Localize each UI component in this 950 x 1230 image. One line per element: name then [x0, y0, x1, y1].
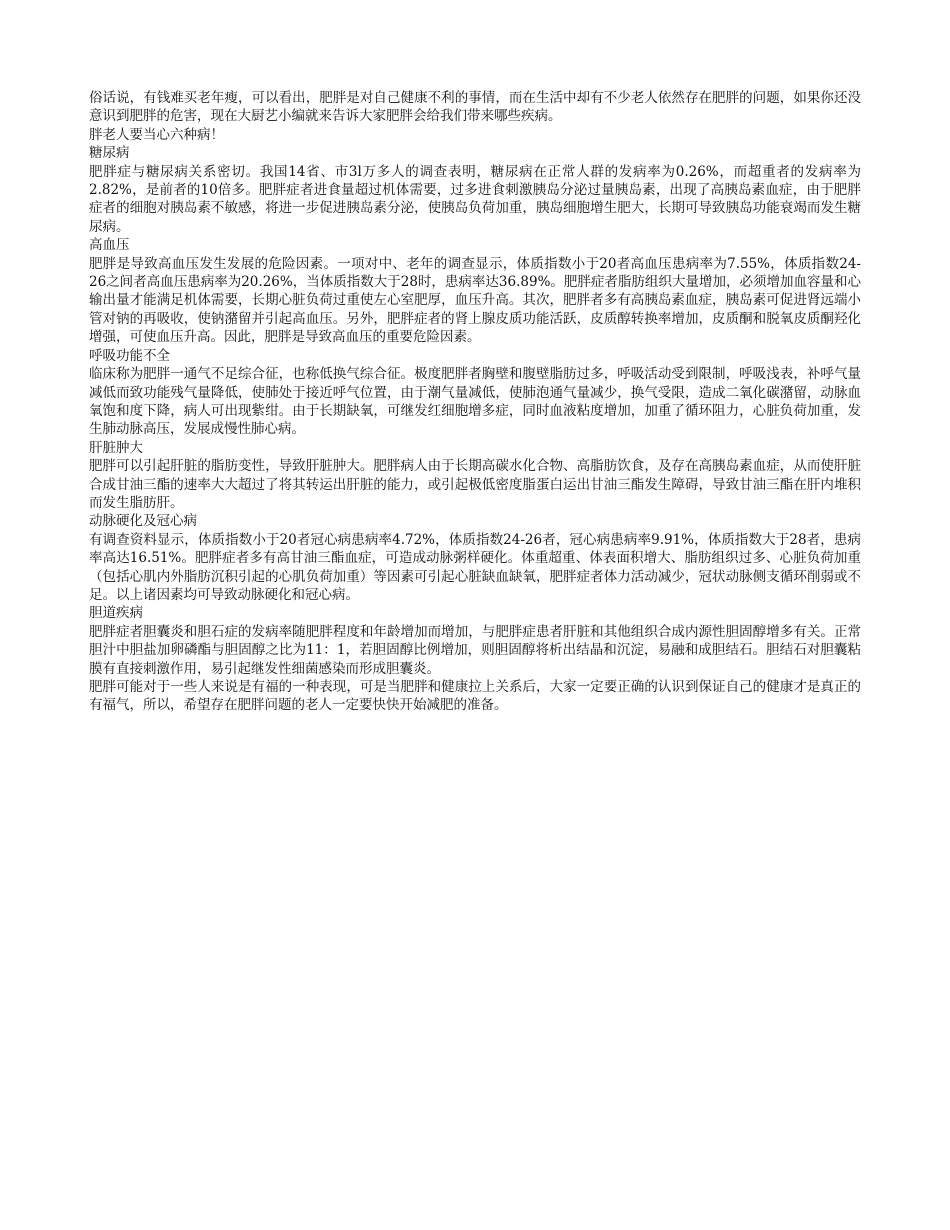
- section-body-respiratory: 临床称为肥胖一通气不足综合征，也称低换气综合征。极度肥胖者胸壁和腹壁脂肪过多，呼吸活动受到限制，呼吸浅表，补呼气量减低而致功能残气量降低，使肺处于接近呼气位置，由于潮气量减低，使肺泡通气量减少，换气受限，造成二氧化碳潴留，动脉血氧饱和度下降，病人可出现紫绀。由于长期缺氧，可继发红细胞增多症，同时血液粘度增加，加重了循环阻力，心脏负荷加重，发生肺动脉高压，发展成慢性肺心病。: [89, 366, 861, 438]
- section-body-biliary: 肥胖症者胆囊炎和胆石症的发病率随肥胖程度和年龄增加而增加，与肥胖症患者肝脏和其他组织合成内源性胆固醇增多有关。正常胆汁中胆盐加卵磷酯与胆固醇之比为11：1，若胆固醇比例增加，则胆固醇将析出结晶和沉淀，易融和成胆结石。胆结石对胆囊粘膜有直接刺激作用，易引起继发性细菌感染而形成胆囊炎。: [89, 623, 861, 677]
- section-body-hypertension: 肥胖是导致高血压发生发展的危险因素。一项对中、老年的调查显示，体质指数小于20者高血压患病率为7.55%，体质指数24-26之间者高血压患病率为20.26%，当体质指数大于28时，患病率达36.89%。肥胖症者脂肪组织大量增加，必须增加血容量和心输出量才能满足机体需要，长期心脏负荷过重使左心室肥厚，血压升高。其次，肥胖者多有高胰岛素血症，胰岛素可促进肾远端小管对钠的再吸收，使钠潴留并引起高血压。另外，肥胖症者的肾上腺皮质功能活跃，皮质醇转换率增加，皮质酮和脱氧皮质酮羟化增强，可使血压升高。因此，肥胖是导致高血压的重要危险因素。: [89, 255, 861, 346]
- article-title: 胖老人要当心六种病！: [89, 126, 224, 143]
- section-heading-respiratory: 呼吸功能不全: [89, 347, 170, 364]
- section-heading-biliary: 胆道疾病: [89, 605, 143, 622]
- conclusion-paragraph: 肥胖可能对于一些人来说是有福的一种表现，可是当肥胖和健康拉上关系后，大家一定要正确的认识到保证自己的健康才是真正的有福气，所以，希望存在肥胖问题的老人一定要快快开始减肥的准备。: [89, 679, 861, 714]
- section-body-liver: 肥胖可以引起肝脏的脂肪变性，导致肝脏肿大。肥胖病人由于长期高碳水化合物、高脂肪饮食，及存在高胰岛素血症，从而使肝脏合成甘油三酯的速率大大超过了将其转运出肝脏的能力，或引起极低密度脂蛋白运出甘油三酯发生障碍，导致甘油三酯在肝内堆积而发生脂肪肝。: [89, 458, 861, 511]
- section-heading-hypertension: 高血压: [89, 237, 130, 254]
- intro-paragraph: 俗话说，有钱难买老年瘦，可以看出，肥胖是对自己健康不利的事情，而在生活中却有不少老人依然存在肥胖的问题，如果你还没意识到肥胖的危害，现在大厨艺小编就来告诉大家肥胖会给我们带来哪些疾病。: [89, 90, 861, 125]
- section-body-coronary: 有调查资料显示，体质指数小于20者冠心病患病率4.72%，体质指数24-26者，冠心病患病率9.91%，体质指数大于28者，患病率高达16.51%。肥胖症者多有高甘油三酯血症，可造成动脉粥样硬化。体重超重、体表面积增大、脂肪组织过多、心脏负荷加重（包括心肌内外脂肪沉积引起的心肌负荷加重）等因素可引起心脏缺血缺氧，肥胖症者体力活动减少，冠状动脉侧支循环削弱或不足。以上诸因素均可导致动脉硬化和冠心病。: [89, 531, 861, 603]
- article: [89, 89, 861, 715]
- section-body-diabetes: 肥胖症与糖尿病关系密切。我国14省、市3l万多人的调查表明，糖尿病在正常人群的发病率为0.26%，而超重者的发病率为2.82%，是前者的10倍多。肥胖症者进食量超过机体需要，过多进食刺激胰岛分泌过量胰岛素，出现了高胰岛素血症，由于肥胖症者的细胞对胰岛素不敏感，将进一步促进胰岛素分泌，使胰岛负荷加重，胰岛细胞增生肥大，长期可导致胰岛功能衰竭而发生糖尿病。: [89, 163, 861, 235]
- section-heading-diabetes: 糖尿病: [89, 145, 130, 162]
- section-heading-coronary: 动脉硬化及冠心病: [89, 513, 197, 530]
- section-heading-liver: 肝脏肿大: [89, 439, 143, 456]
